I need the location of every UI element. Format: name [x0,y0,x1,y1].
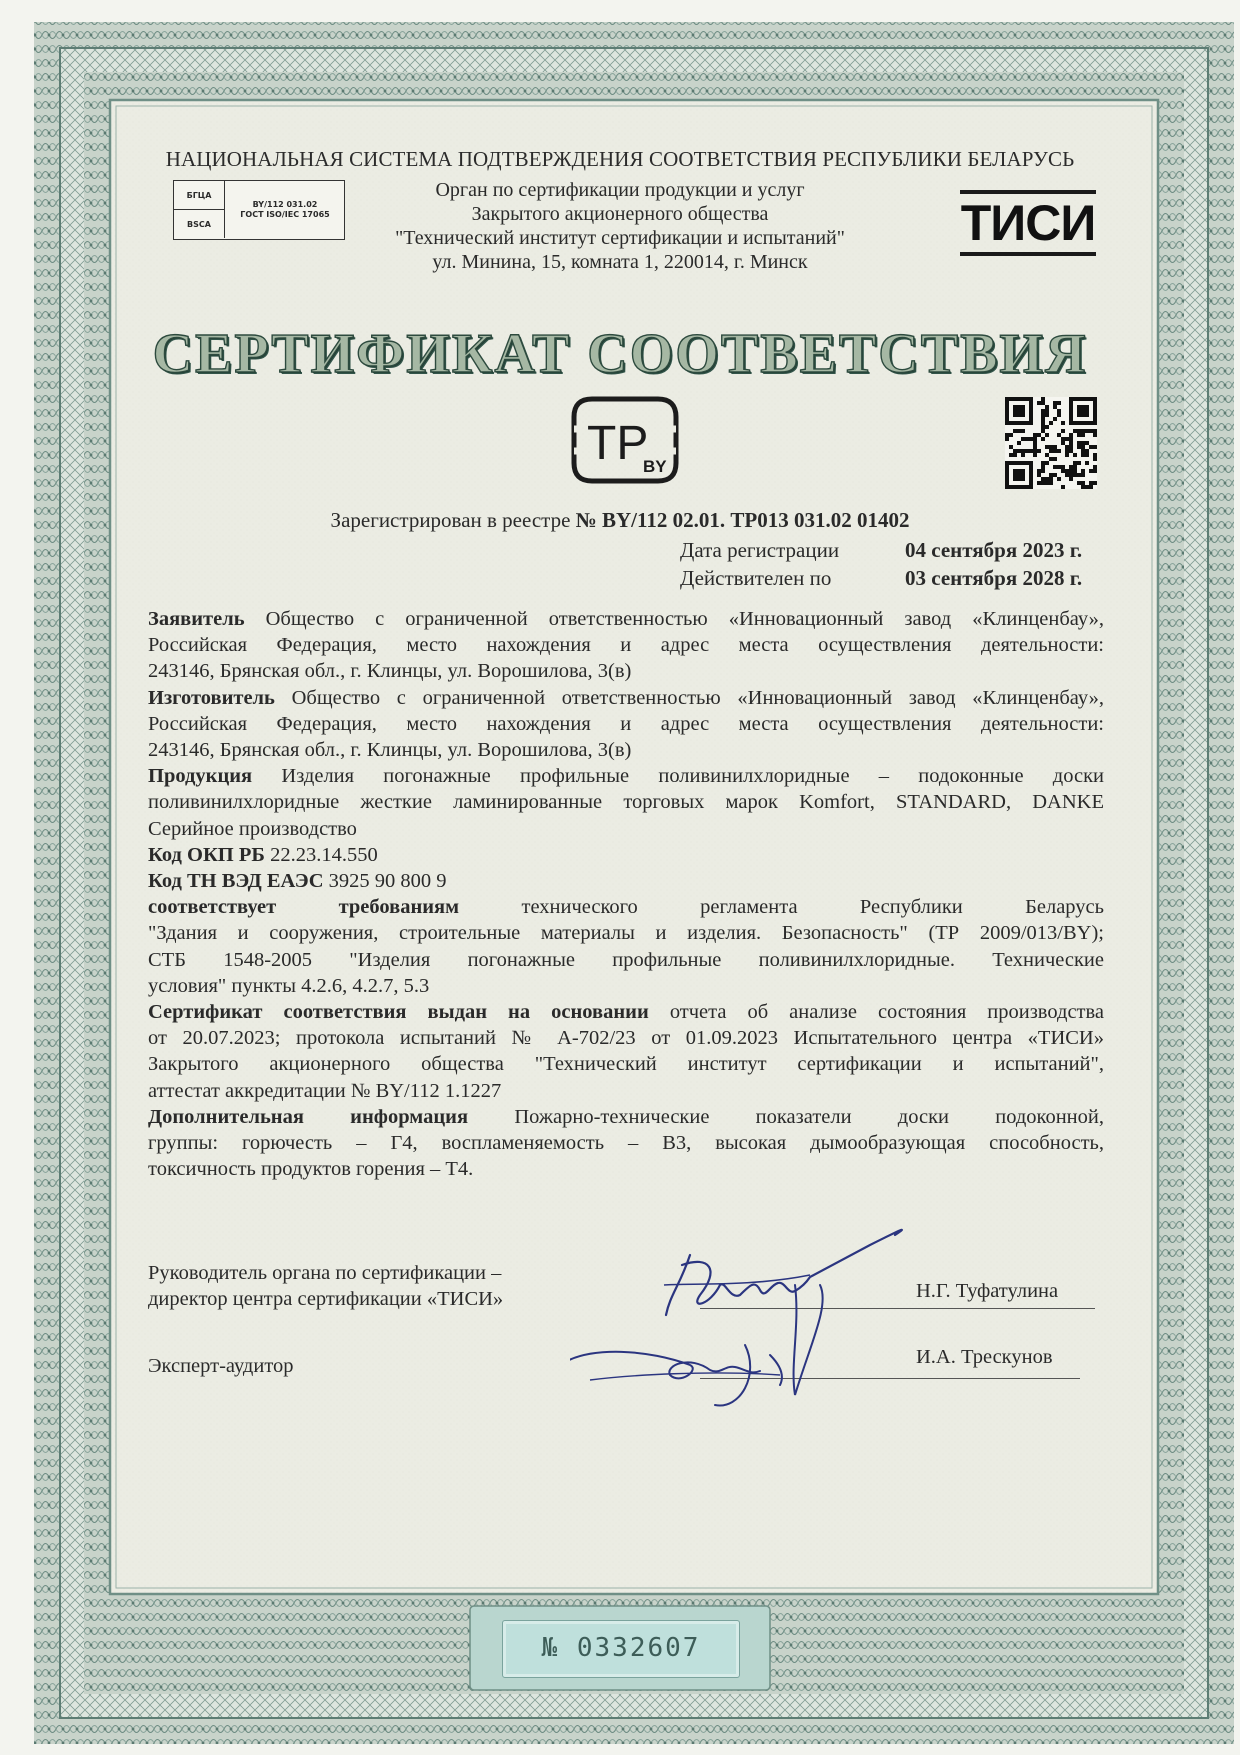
conformity-line: "Здания и сооружения, строительные материалы и изделия. Безопасность" (ТР 2009/013/BY); [148,922,1104,945]
accreditation-label-top: БГЦА [174,181,225,210]
registry-number: № BY/112 02.01. ТР013 031.02 01402 [575,508,910,532]
handwritten-signatures-icon [570,1225,930,1425]
okp-value: 22.23.14.550 [270,843,378,866]
applicant-line: Российская Федерация, место нахождения и адрес места осуществления деятельности: [148,634,1104,657]
applicant-line: 243146, Брянская обл., г. Клинцы, ул. Ворошилова, 3(в) [148,660,632,683]
conformity-line: условия" пункты 4.2.6, 4.2.7, 5.3 [148,974,430,997]
product-line: поливинилхлоридные жесткие ламинированные торговых марок Komfort, STANDARD, DANKE [148,791,1104,814]
registry-line [100,508,1140,533]
okp-label: Код ОКП РБ [148,843,265,866]
manufacturer-line: Российская Федерация, место нахождения и адрес места осуществления деятельности: [148,712,1104,735]
organ-line: "Технический институт сертификации и испытаний" [395,227,845,249]
serial-number: № 0332607 [541,1633,701,1663]
product-label: Продукция [148,765,253,788]
okp-code [148,842,1104,868]
additional-label: Дополнительная информация [148,1105,469,1128]
registration-date-label: Дата регистрации [680,538,840,562]
basis-line: аттестат аккредитации № BY/112 1.1227 [148,1079,502,1102]
applicant-label: Заявитель [148,608,245,630]
additional-line: группы: горючесть – Г4, воспламеняемость – В3, высокая дымообразующая способность, [148,1132,1104,1155]
tr-by-conformity-mark-icon [570,395,680,485]
manufacturer-line: 243146, Брянская обл., г. Клинцы, ул. Ворошилова, 3(в) [148,739,632,762]
valid-until-label: Действителен по [680,566,832,590]
basis-label: Сертификат соответствия выдан на основании [148,1001,649,1024]
national-system-title: НАЦИОНАЛЬНАЯ СИСТЕМА ПОДТВЕРЖДЕНИЯ СООТВЕТСТВИЯ РЕСПУБЛИКИ БЕЛАРУСЬ [165,147,1075,171]
basis-line: Сертификат соответствия выдан на основании отчета об анализе состояния производства [148,1001,1105,1024]
tr-mark-main: TP [587,417,649,470]
tisi-logo-text: ТИСИ [960,195,1096,251]
applicant-line: Заявитель Общество с ограниченной ответственностью «Инновационный завод «Клинценбау», [148,608,1104,630]
additional-line: токсичность продуктов горения – Т4. [148,1158,474,1181]
tnved-value: 3925 90 800 9 [328,870,447,893]
head-title-line: Руководитель органа по сертификации – [148,1262,502,1284]
head-signatory-name: Н.Г. Туфатулина [916,1280,1059,1302]
conformity-line: СТБ 1548-2005 "Изделия погонажные профильные поливинилхлоридные. Технические [148,948,1104,971]
certificate-body [148,606,1104,1182]
organ-line: Орган по сертификации продукции и услуг [435,179,805,201]
organ-line: ул. Минина, 15, комната 1, 220014, г. Минск [432,251,808,273]
tisi-logo [960,190,1096,256]
qr-code-icon [1005,397,1097,489]
registry-prefix: Зарегистрирован в реестре [330,508,571,532]
manufacturer-line: Изготовитель Общество с ограниченной ответственностью «Инновационный завод «Клинценбау», [148,686,1105,709]
head-title-line: директор центра сертификации «ТИСИ» [148,1288,504,1310]
expert-signatory-name: И.А. Трескунов [916,1346,1053,1368]
product-line: Продукция Изделия погонажные профильные поливинилхлоридные – подоконные доски [148,765,1104,788]
certificate-title: СЕРТИФИКАТ СООТВЕТСТВИЯ [152,323,1088,385]
product-line: Серийное производство [148,817,357,840]
accreditation-standard: ГОСТ ISO/IEC 17065 [240,210,330,219]
basis-line: Закрытого акционерного общества "Технический институт сертификации и испытаний", [148,1053,1104,1076]
expert-title: Эксперт-аудитор [148,1355,294,1377]
manufacturer-label: Изготовитель [148,686,275,709]
tnved-label: Код ТН ВЭД ЕАЭС [148,870,324,893]
organ-line: Закрытого акционерного общества [471,203,769,225]
accreditation-code: BY/112 031.02 [252,200,318,209]
tnved-code [148,868,1104,894]
additional-line: Дополнительная информация Пожарно-технические показатели доски подоконной, [148,1105,1105,1128]
tr-mark-sub: BY [643,457,667,476]
conformity-line: соответствует требованиям технического регламента Республики Беларусь [148,896,1104,919]
accreditation-label-bottom: BSCA [174,210,225,238]
basis-line: от 20.07.2023; протокола испытаний № А-702/23 от 01.09.2023 Испытательного центра «ТИСИ» [148,1027,1104,1050]
serial-number-badge [502,1620,740,1678]
registration-date-value: 04 сентября 2023 г. [905,538,1083,562]
valid-until-value: 03 сентября 2028 г. [905,566,1083,590]
certification-body-address [300,178,940,274]
